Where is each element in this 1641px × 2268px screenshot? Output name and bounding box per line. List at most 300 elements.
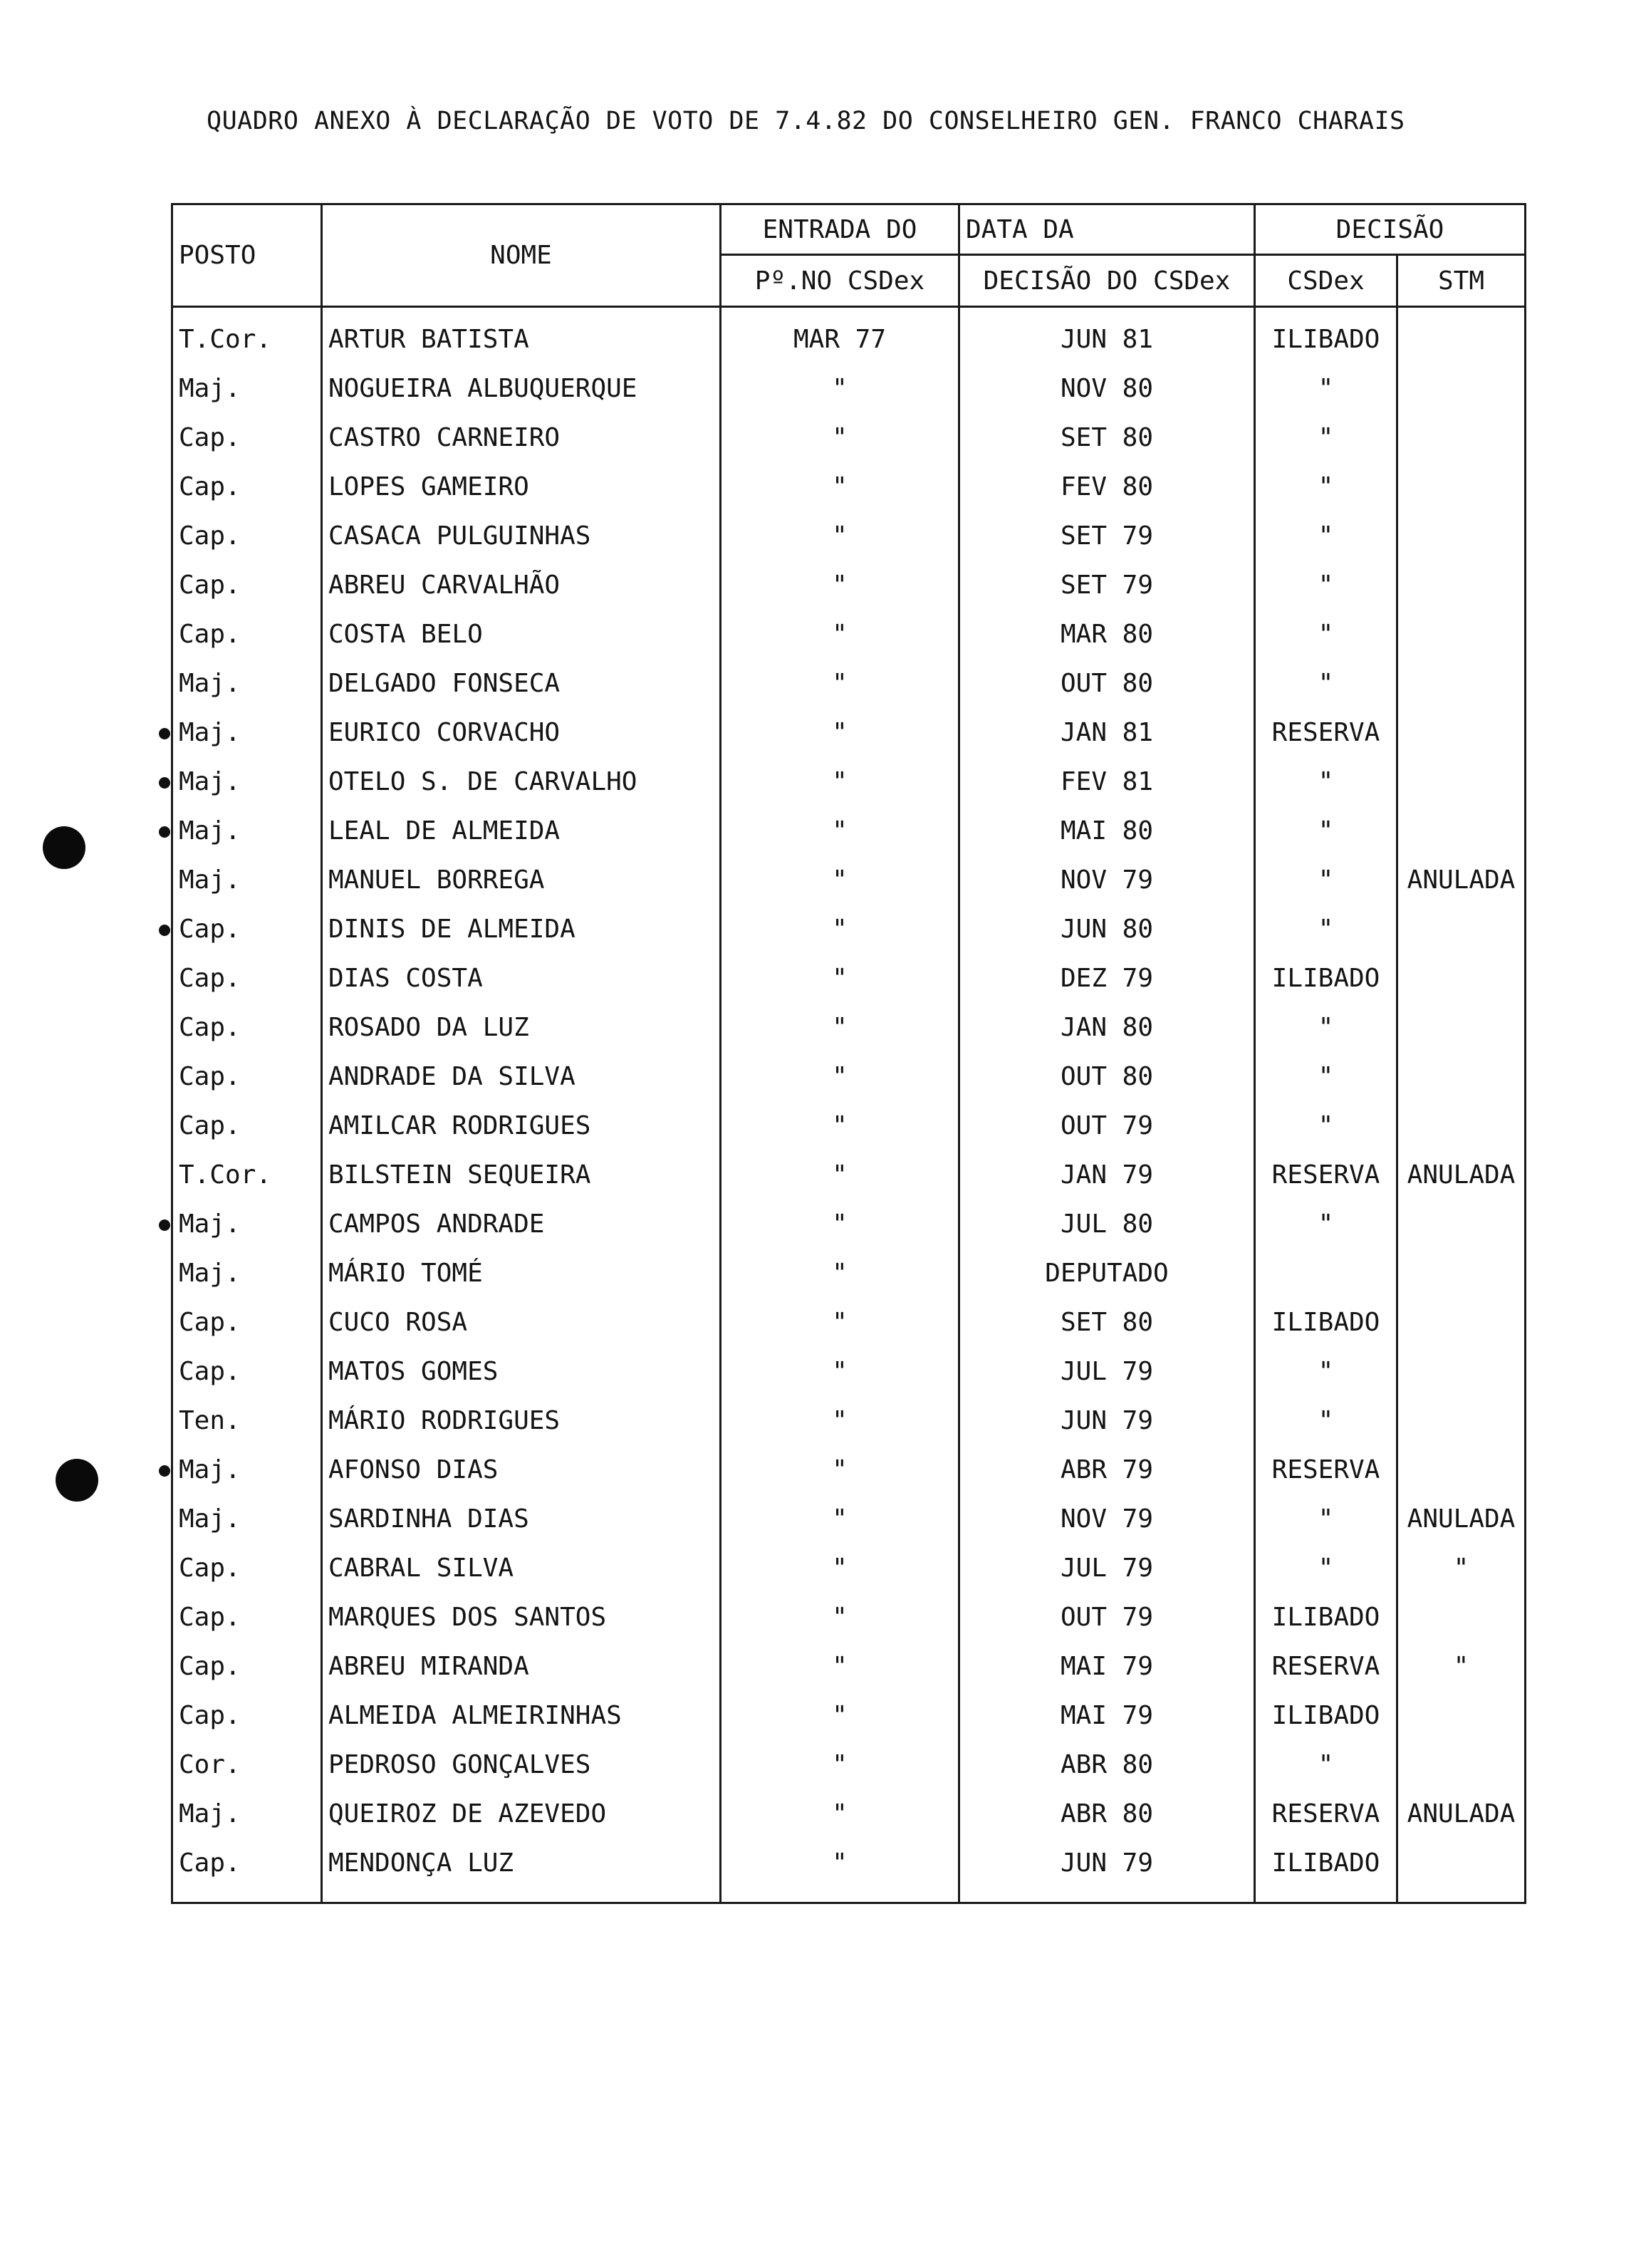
table-row [172, 1789, 1526, 1838]
cell-posto-text: Cap. [179, 1848, 241, 1878]
cell-entrada [721, 1347, 959, 1396]
cell-decisao-csdex-text: " [1318, 472, 1334, 501]
cell-decisao-stm [1397, 364, 1526, 413]
cell-decisao-stm [1397, 1298, 1526, 1347]
cell-entrada-text: " [832, 816, 848, 846]
cell-nome [322, 1789, 721, 1838]
cell-posto-text: Cap. [179, 964, 241, 993]
cell-decisao-stm [1397, 610, 1526, 659]
table-row [172, 806, 1526, 855]
cell-entrada-text: " [832, 669, 848, 698]
cell-decisao-stm [1397, 1249, 1526, 1298]
table-row [172, 708, 1526, 757]
table-row [172, 1691, 1526, 1740]
cell-decisao-csdex-text: " [1318, 865, 1334, 895]
cell-nome [322, 1593, 721, 1642]
cell-data-text: OUT 80 [1060, 1062, 1154, 1091]
cell-data [959, 511, 1255, 561]
cell-entrada [721, 1200, 959, 1249]
cell-decisao-csdex [1255, 1249, 1397, 1298]
cell-posto-text: Cor. [179, 1750, 241, 1779]
cell-data [959, 1789, 1255, 1838]
cell-posto [172, 1642, 322, 1691]
cell-nome-text: BILSTEIN SEQUEIRA [328, 1160, 591, 1190]
cell-decisao-csdex-text: " [1318, 1013, 1334, 1042]
cell-posto-text: Maj. [179, 374, 241, 403]
cell-posto-text: Cap. [179, 620, 241, 649]
cell-nome-text: ALMEIDA ALMEIRINHAS [328, 1701, 622, 1730]
cell-nome [322, 1150, 721, 1200]
cell-nome [322, 561, 721, 610]
cell-data-text: JUN 80 [1060, 915, 1154, 944]
cell-decisao-csdex-text: " [1318, 521, 1334, 551]
cell-decisao-stm [1397, 413, 1526, 462]
cell-decisao-csdex [1255, 1740, 1397, 1789]
cell-decisao-csdex [1255, 1544, 1397, 1593]
cell-decisao-stm-text: ANULADA [1407, 1160, 1516, 1190]
table-row [172, 307, 1526, 365]
bullet-marker-icon [159, 1465, 170, 1477]
cell-data [959, 1347, 1255, 1396]
table-row [172, 1593, 1526, 1642]
cell-decisao-csdex [1255, 364, 1397, 413]
cell-nome [322, 954, 721, 1003]
cell-data-text: JUL 79 [1060, 1554, 1154, 1583]
cell-posto-text: Cap. [179, 521, 241, 551]
cell-decisao-stm [1397, 1494, 1526, 1544]
bullet-marker-icon [159, 925, 170, 936]
cell-nome-text: MÁRIO TOMÉ [328, 1259, 483, 1288]
cell-posto-text: Maj. [179, 669, 241, 698]
cell-data [959, 307, 1255, 365]
cell-data-text: FEV 80 [1060, 472, 1154, 501]
cell-nome [322, 806, 721, 855]
cell-posto [172, 954, 322, 1003]
cell-data [959, 1101, 1255, 1150]
cell-entrada [721, 1494, 959, 1544]
cell-decisao-csdex [1255, 1396, 1397, 1445]
cell-entrada-text: " [832, 1406, 848, 1435]
table-row [172, 364, 1526, 413]
cell-decisao-stm-text: ANULADA [1407, 1799, 1516, 1829]
cell-data-text: ABR 80 [1060, 1799, 1154, 1829]
cell-data [959, 1593, 1255, 1642]
cell-entrada [721, 307, 959, 365]
cell-entrada [721, 413, 959, 462]
cell-nome-text: MANUEL BORREGA [328, 865, 545, 895]
cell-decisao-csdex-text: " [1318, 620, 1334, 649]
cell-posto [172, 1200, 322, 1249]
table-row [172, 1298, 1526, 1347]
cell-decisao-csdex [1255, 1593, 1397, 1642]
cell-posto-text: Cap. [179, 1357, 241, 1386]
cell-posto [172, 511, 322, 561]
table-row [172, 1642, 1526, 1691]
cell-data [959, 1200, 1255, 1249]
cell-posto-text: Cap. [179, 1062, 241, 1091]
cell-entrada [721, 954, 959, 1003]
cell-posto [172, 757, 322, 806]
cell-data-text: OUT 80 [1060, 669, 1154, 698]
cell-nome [322, 1740, 721, 1789]
cell-data-text: OUT 79 [1060, 1111, 1154, 1140]
cell-data-text: ABR 80 [1060, 1750, 1154, 1779]
column-header-stm: STM [1397, 255, 1526, 307]
cell-entrada-text: " [832, 472, 848, 501]
cell-decisao-csdex-text: ILIBADO [1271, 964, 1380, 993]
cell-decisao-stm [1397, 511, 1526, 561]
cell-nome-text: CAMPOS ANDRADE [328, 1210, 545, 1239]
cell-decisao-stm [1397, 757, 1526, 806]
cell-decisao-csdex [1255, 659, 1397, 708]
bullet-marker-icon [159, 826, 170, 838]
cell-decisao-csdex [1255, 1445, 1397, 1494]
cell-nome [322, 1691, 721, 1740]
table-row [172, 1396, 1526, 1445]
cell-posto-text: Maj. [179, 1799, 241, 1829]
cell-data-text: OUT 79 [1060, 1603, 1154, 1632]
cell-nome [322, 462, 721, 511]
cell-decisao-csdex [1255, 1838, 1397, 1903]
cell-decisao-csdex [1255, 1200, 1397, 1249]
column-header-nome: NOME [322, 204, 721, 307]
cell-posto [172, 1298, 322, 1347]
cell-decisao-csdex [1255, 462, 1397, 511]
cell-entrada-text: " [832, 1652, 848, 1681]
cell-decisao-stm [1397, 1544, 1526, 1593]
cell-nome [322, 1838, 721, 1903]
cell-entrada [721, 1396, 959, 1445]
cell-entrada [721, 1642, 959, 1691]
officers-table [171, 203, 1526, 1904]
cell-decisao-stm [1397, 1150, 1526, 1200]
cell-posto [172, 1838, 322, 1903]
cell-data-text: JUL 79 [1060, 1357, 1154, 1386]
cell-decisao-csdex-text: " [1318, 1554, 1334, 1583]
cell-entrada [721, 1101, 959, 1150]
table-row [172, 1101, 1526, 1150]
cell-entrada [721, 511, 959, 561]
cell-data [959, 1642, 1255, 1691]
cell-nome-text: ARTUR BATISTA [328, 325, 529, 354]
cell-decisao-csdex-text: " [1318, 1406, 1334, 1435]
cell-decisao-csdex-text: " [1318, 1504, 1334, 1534]
cell-posto [172, 364, 322, 413]
cell-decisao-csdex-text: ILIBADO [1271, 1848, 1380, 1878]
cell-nome [322, 1445, 721, 1494]
cell-data-text: JUL 80 [1060, 1210, 1154, 1239]
cell-data [959, 1150, 1255, 1200]
cell-entrada-text: " [832, 1848, 848, 1878]
cell-data-text: DEPUTADO [1045, 1259, 1169, 1288]
cell-posto-text: T.Cor. [179, 1160, 272, 1190]
cell-posto-text: Ten. [179, 1406, 241, 1435]
cell-entrada [721, 806, 959, 855]
cell-entrada-text: " [832, 1160, 848, 1190]
cell-data-text: NOV 80 [1060, 374, 1154, 403]
cell-entrada-text: " [832, 620, 848, 649]
column-header-posto: POSTO [172, 204, 322, 307]
cell-decisao-stm [1397, 1003, 1526, 1052]
cell-data [959, 855, 1255, 905]
cell-posto [172, 561, 322, 610]
cell-decisao-stm [1397, 307, 1526, 365]
cell-nome-text: QUEIROZ DE AZEVEDO [328, 1799, 607, 1829]
cell-decisao-csdex [1255, 954, 1397, 1003]
cell-entrada [721, 1249, 959, 1298]
cell-decisao-csdex-text: ILIBADO [1271, 1603, 1380, 1632]
cell-decisao-stm [1397, 708, 1526, 757]
cell-decisao-stm [1397, 1200, 1526, 1249]
cell-decisao-csdex [1255, 708, 1397, 757]
cell-decisao-csdex [1255, 855, 1397, 905]
cell-entrada-text: " [832, 1603, 848, 1632]
cell-posto [172, 1691, 322, 1740]
cell-decisao-csdex-text: " [1318, 423, 1334, 452]
cell-data [959, 905, 1255, 954]
cell-data-text: MAI 79 [1060, 1701, 1154, 1730]
table-row [172, 954, 1526, 1003]
cell-posto-text: Cap. [179, 1013, 241, 1042]
cell-decisao-stm [1397, 1789, 1526, 1838]
cell-data [959, 1003, 1255, 1052]
cell-decisao-csdex-text: " [1318, 571, 1334, 600]
table-row [172, 561, 1526, 610]
cell-nome [322, 610, 721, 659]
cell-entrada [721, 1544, 959, 1593]
cell-data [959, 1838, 1255, 1903]
cell-posto [172, 1445, 322, 1494]
cell-posto [172, 610, 322, 659]
cell-posto [172, 1249, 322, 1298]
cell-data-text: ABR 79 [1060, 1455, 1154, 1484]
cell-decisao-stm [1397, 462, 1526, 511]
cell-decisao-csdex-text: RESERVA [1271, 1799, 1380, 1829]
cell-entrada-text: " [832, 1210, 848, 1239]
cell-entrada [721, 1838, 959, 1903]
column-header-data-line1: DATA DA [959, 204, 1255, 255]
cell-entrada-text: " [832, 1799, 848, 1829]
cell-nome [322, 659, 721, 708]
cell-decisao-csdex [1255, 1052, 1397, 1101]
cell-data-text: DEZ 79 [1060, 964, 1154, 993]
cell-posto-text: Maj. [179, 1210, 241, 1239]
cell-nome [322, 1200, 721, 1249]
cell-nome [322, 1052, 721, 1101]
bullet-marker-icon [159, 1219, 170, 1231]
cell-entrada-text: " [832, 423, 848, 452]
cell-decisao-csdex-text: " [1318, 374, 1334, 403]
cell-posto-text: Cap. [179, 1554, 241, 1583]
cell-nome [322, 1249, 721, 1298]
cell-decisao-csdex [1255, 561, 1397, 610]
cell-nome-text: ABREU MIRANDA [328, 1652, 529, 1681]
cell-entrada-text: " [832, 915, 848, 944]
cell-entrada-text: " [832, 374, 848, 403]
cell-data [959, 1691, 1255, 1740]
cell-posto [172, 1740, 322, 1789]
cell-posto-text: Cap. [179, 1111, 241, 1140]
cell-entrada-text: " [832, 521, 848, 551]
cell-nome [322, 511, 721, 561]
cell-posto-text: Cap. [179, 1308, 241, 1337]
cell-data [959, 954, 1255, 1003]
cell-decisao-csdex-text: RESERVA [1271, 1160, 1380, 1190]
table-row [172, 855, 1526, 905]
cell-decisao-csdex [1255, 413, 1397, 462]
cell-decisao-csdex-text: ILIBADO [1271, 1308, 1380, 1337]
cell-posto [172, 905, 322, 954]
cell-nome-text: OTELO S. DE CARVALHO [328, 767, 637, 796]
column-header-csdex: CSDex [1255, 255, 1397, 307]
table-row [172, 1494, 1526, 1544]
cell-entrada-text: " [832, 1062, 848, 1091]
cell-nome-text: MENDONÇA LUZ [328, 1848, 514, 1878]
cell-decisao-stm-text: " [1453, 1652, 1469, 1681]
table-row [172, 1150, 1526, 1200]
cell-posto-text: Cap. [179, 1603, 241, 1632]
cell-data-text: NOV 79 [1060, 865, 1154, 895]
cell-nome [322, 757, 721, 806]
cell-data-text: SET 80 [1060, 423, 1154, 452]
cell-data-text: MAR 80 [1060, 620, 1154, 649]
cell-entrada-text: " [832, 1013, 848, 1042]
cell-decisao-csdex-text: " [1318, 915, 1334, 944]
cell-data [959, 1740, 1255, 1789]
column-header-data-line2: DECISÃO DO CSDex [959, 255, 1255, 307]
cell-posto-text: Cap. [179, 571, 241, 600]
cell-posto-text: Maj. [179, 1504, 241, 1534]
cell-entrada [721, 1789, 959, 1838]
table-row [172, 1200, 1526, 1249]
cell-nome-text: CUCO ROSA [328, 1308, 468, 1337]
cell-posto [172, 1789, 322, 1838]
cell-decisao-csdex [1255, 1298, 1397, 1347]
cell-decisao-csdex-text: " [1318, 669, 1334, 698]
cell-nome-text: ABREU CARVALHÃO [328, 571, 561, 600]
cell-decisao-csdex-text: " [1318, 1357, 1334, 1386]
cell-nome-text: CASACA PULGUINHAS [328, 521, 591, 551]
cell-posto-text: Maj. [179, 816, 241, 846]
cell-entrada [721, 1691, 959, 1740]
punch-hole-top [43, 826, 85, 869]
cell-decisao-stm-text: ANULADA [1407, 865, 1516, 895]
cell-posto-text: Cap. [179, 1652, 241, 1681]
cell-entrada [721, 1593, 959, 1642]
cell-posto-text: Maj. [179, 1455, 241, 1484]
cell-entrada [721, 1740, 959, 1789]
cell-entrada-text: " [832, 964, 848, 993]
cell-posto [172, 462, 322, 511]
cell-decisao-csdex [1255, 1642, 1397, 1691]
cell-nome [322, 1101, 721, 1150]
cell-posto [172, 1593, 322, 1642]
bullet-marker-icon [159, 728, 170, 739]
cell-entrada [721, 1003, 959, 1052]
cell-nome-text: MATOS GOMES [328, 1357, 499, 1386]
cell-entrada-text: " [832, 1504, 848, 1534]
cell-entrada [721, 1445, 959, 1494]
cell-data-text: NOV 79 [1060, 1504, 1154, 1534]
cell-nome-text: SARDINHA DIAS [328, 1504, 529, 1534]
cell-entrada-text: " [832, 1308, 848, 1337]
cell-decisao-stm [1397, 905, 1526, 954]
cell-posto [172, 1150, 322, 1200]
cell-data-text: JUN 79 [1060, 1406, 1154, 1435]
cell-decisao-stm-text: " [1453, 1554, 1469, 1583]
cell-data [959, 757, 1255, 806]
table-row [172, 1838, 1526, 1903]
table-row [172, 1003, 1526, 1052]
cell-decisao-csdex [1255, 1101, 1397, 1150]
cell-nome-text: DIAS COSTA [328, 964, 483, 993]
cell-posto [172, 1101, 322, 1150]
cell-posto-text: Cap. [179, 915, 241, 944]
cell-data [959, 1494, 1255, 1544]
column-header-entrada-line2: Pº.NO CSDex [721, 255, 959, 307]
cell-entrada-text: " [832, 1701, 848, 1730]
cell-posto [172, 1052, 322, 1101]
cell-posto-text: Maj. [179, 865, 241, 895]
cell-entrada-text: " [832, 865, 848, 895]
cell-nome-text: ROSADO DA LUZ [328, 1013, 529, 1042]
cell-decisao-stm [1397, 1347, 1526, 1396]
cell-posto-text: Maj. [179, 718, 241, 747]
cell-data [959, 462, 1255, 511]
cell-decisao-csdex-text: RESERVA [1271, 718, 1380, 747]
cell-nome-text: MÁRIO RODRIGUES [328, 1406, 561, 1435]
cell-nome-text: EURICO CORVACHO [328, 718, 561, 747]
cell-decisao-csdex-text: " [1318, 1062, 1334, 1091]
cell-decisao-csdex [1255, 905, 1397, 954]
cell-posto-text: Maj. [179, 1259, 241, 1288]
cell-nome-text: MARQUES DOS SANTOS [328, 1603, 607, 1632]
cell-entrada [721, 1298, 959, 1347]
cell-decisao-stm [1397, 954, 1526, 1003]
cell-posto [172, 1494, 322, 1544]
cell-nome-text: COSTA BELO [328, 620, 483, 649]
cell-decisao-stm [1397, 1740, 1526, 1789]
cell-data-text: SET 80 [1060, 1308, 1154, 1337]
cell-nome [322, 1642, 721, 1691]
cell-decisao-stm-text: ANULADA [1407, 1504, 1516, 1534]
cell-nome [322, 307, 721, 365]
table-body [172, 307, 1526, 1903]
cell-nome [322, 1298, 721, 1347]
table-row [172, 1249, 1526, 1298]
cell-entrada-text: " [832, 1259, 848, 1288]
cell-entrada-text: " [832, 1111, 848, 1140]
cell-data-text: SET 79 [1060, 571, 1154, 600]
punch-hole-bottom [56, 1459, 98, 1502]
cell-decisao-stm [1397, 855, 1526, 905]
cell-nome [322, 905, 721, 954]
cell-data [959, 1445, 1255, 1494]
column-header-entrada-line1: ENTRADA DO [721, 204, 959, 255]
cell-decisao-csdex-text: " [1318, 1210, 1334, 1239]
cell-data [959, 659, 1255, 708]
cell-posto [172, 659, 322, 708]
cell-posto [172, 307, 322, 365]
cell-decisao-stm [1397, 1593, 1526, 1642]
cell-entrada-text: " [832, 1554, 848, 1583]
cell-data [959, 1052, 1255, 1101]
cell-nome [322, 1003, 721, 1052]
cell-posto [172, 708, 322, 757]
cell-decisao-csdex [1255, 1150, 1397, 1200]
table-row [172, 1445, 1526, 1494]
cell-nome-text: CASTRO CARNEIRO [328, 423, 561, 452]
